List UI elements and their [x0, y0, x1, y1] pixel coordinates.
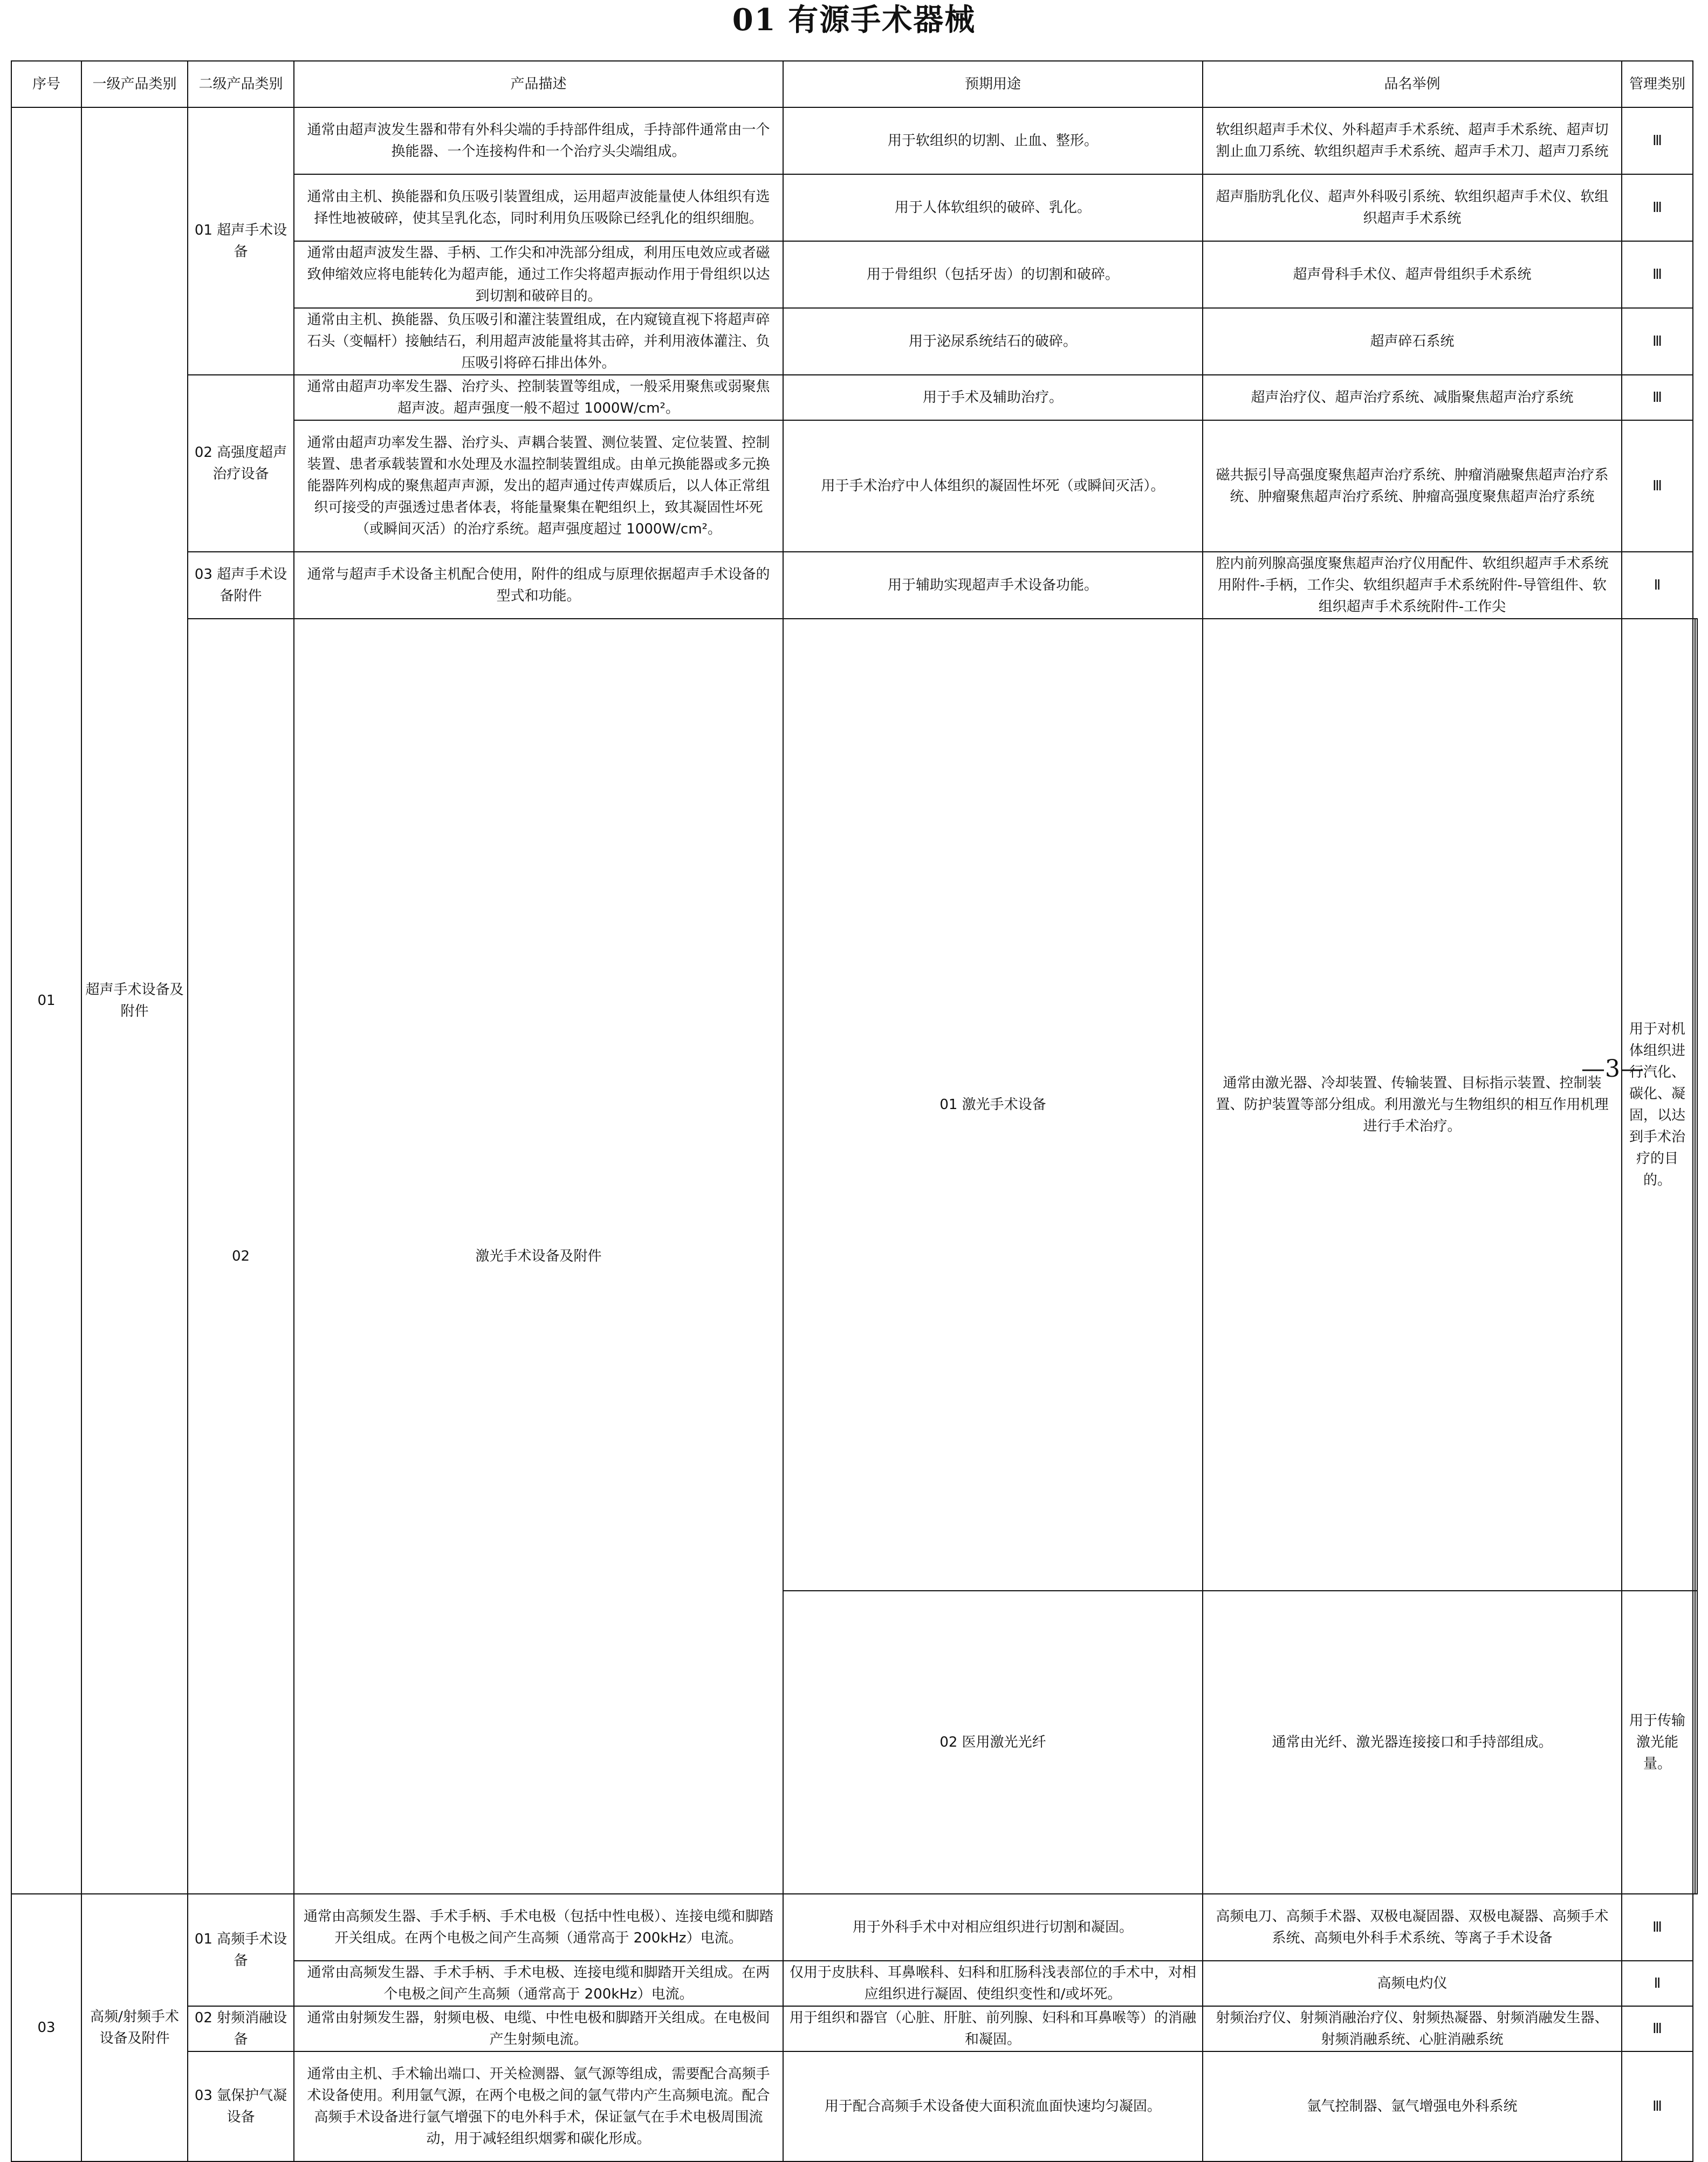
group-seq-cell: 02	[188, 619, 294, 1894]
intended-use-cell: 用于软组织的切割、止血、整形。	[783, 107, 1203, 174]
examples-cell: 超声脂肪乳化仪、超声外科吸引系统、软组织超声手术仪、软组织超声手术系统	[1203, 174, 1622, 241]
examples-cell: 腔内前列腺高强度聚焦超声治疗仪用配件、软组织超声手术系统用附件-手柄，工作尖、软组织超声手术系统附件-导管组件、软组织超声手术系统附件-工作尖	[1203, 552, 1622, 619]
class-cell: Ⅱ	[1622, 552, 1693, 619]
examples-cell: 磁共振引导高强度聚焦超声治疗系统、肿瘤消融聚焦超声治疗系统、肿瘤聚焦超声治疗系统、肿瘤高强度聚焦超声治疗系统	[1203, 420, 1622, 552]
table-row	[11, 552, 1697, 619]
subcategory-cell: 02 医用激光光纤	[783, 1591, 1203, 1894]
table-row	[11, 2051, 1697, 2161]
page-title: 01 有源手术器械	[732, 2, 976, 38]
description-cell: 通常由射频发生器，射频电极、电缆、中性电极和脚踏开关组成。在电极间产生射频电流。	[294, 2006, 783, 2051]
subcategory-cell: 02 射频消融设备	[188, 2006, 294, 2051]
class-cell	[1695, 1591, 1697, 1894]
subcategory-cell: 01 高频手术设备	[188, 1894, 294, 2006]
table-row	[11, 619, 1697, 1591]
intended-use-cell: 用于人体软组织的破碎、乳化。	[783, 174, 1203, 241]
intended-use-cell: 用于手术治疗中人体组织的凝固性坏死（或瞬间灭活）。	[783, 420, 1203, 552]
header-mgmt-class: 管理类别	[1622, 61, 1693, 107]
class-cell: Ⅲ	[1622, 420, 1693, 552]
intended-use-cell: 用于传输激光能量。	[1622, 1591, 1693, 1894]
header-intended-use: 预期用途	[783, 61, 1203, 107]
intended-use-cell: 用于泌尿系统结石的破碎。	[783, 308, 1203, 375]
intended-use-cell: 用于辅助实现超声手术设备功能。	[783, 552, 1203, 619]
description-cell: 通常由光纤、激光器连接接口和手持部组成。	[1203, 1591, 1622, 1894]
intended-use-cell: 用于手术及辅助治疗。	[783, 375, 1203, 420]
description-cell: 通常由高频发生器、手术手柄、手术电极（包括中性电极）、连接电缆和脚踏开关组成。在两个电极之间产生高频（通常高于 200kHz）电流。	[294, 1894, 783, 1961]
description-cell: 通常由激光器、冷却装置、传输装置、目标指示装置、控制装置、防护装置等部分组成。利用激光与生物组织的相互作用机理进行手术治疗。	[1203, 619, 1622, 1591]
examples-cell: 高频电刀、高频手术器、双极电凝固器、双极电凝器、高频手术系统、高频电外科手术系统、等离子手术设备	[1203, 1894, 1622, 1961]
examples-cell: 超声骨科手术仪、超声骨组织手术系统	[1203, 241, 1622, 308]
description-cell: 通常与超声手术设备主机配合使用，附件的组成与原理依据超声手术设备的型式和功能。	[294, 552, 783, 619]
group-seq-cell: 03	[11, 1894, 81, 2161]
class-cell: Ⅲ	[1622, 107, 1693, 174]
intended-use-cell: 用于组织和器官（心脏、肝脏、前列腺、妇科和耳鼻喉等）的消融和凝固。	[783, 2006, 1203, 2051]
page-number: —3—	[1581, 1055, 1644, 1083]
description-cell: 通常由超声波发生器、手柄、工作尖和冲洗部分组成，利用压电效应或者磁致伸缩效应将电能转化为超声能，通过工作尖将超声振动作用于骨组织以达到切割和破碎目的。	[294, 241, 783, 308]
examples-cell: 超声治疗仪、超声治疗系统、减脂聚焦超声治疗系统	[1203, 375, 1622, 420]
header-description: 产品描述	[294, 61, 783, 107]
examples-cell: 高频电灼仪	[1203, 1961, 1622, 2006]
examples-cell: 氩气控制器、氩气增强电外科系统	[1203, 2051, 1622, 2161]
header-level1: 一级产品类别	[81, 61, 188, 107]
group-name-cell: 超声手术设备及附件	[81, 107, 188, 1894]
subcategory-cell: 01 激光手术设备	[783, 619, 1203, 1591]
examples-cell: 软组织超声手术仪、外科超声手术系统、超声手术系统、超声切割止血刀系统、软组织超声手术系统、超声手术刀、超声刀系统	[1203, 107, 1622, 174]
subcategory-cell: 03 超声手术设备附件	[188, 552, 294, 619]
subcategory-cell: 02 高强度超声治疗设备	[188, 375, 294, 552]
intended-use-cell: 用于骨组织（包括牙齿）的切割和破碎。	[783, 241, 1203, 308]
class-cell	[1695, 619, 1697, 1591]
description-cell: 通常由超声功率发生器、治疗头、声耦合装置、测位装置、定位装置、控制装置、患者承载装置和水处理及水温控制装置组成。由单元换能器或多元换能器阵列构成的聚焦超声声源，发出的超声通过传声媒质后，以人体正常组织可接受的声强透过患者体表，将能量聚集在靶组织上，致其凝固性坏死（或瞬间灭活）的治疗系统。超声强度超过 1000W/cm²。	[294, 420, 783, 552]
header-row	[11, 61, 1697, 107]
table-body	[11, 107, 1697, 2161]
description-cell: 通常由超声波发生器和带有外科尖端的手持部件组成，手持部件通常由一个换能器、一个连接构件和一个治疗头尖端组成。	[294, 107, 783, 174]
table-row	[11, 107, 1697, 174]
product-catalog-table	[11, 60, 1698, 2162]
intended-use-cell: 用于配合高频手术设备使大面积流血面快速均匀凝固。	[783, 2051, 1203, 2161]
class-cell: Ⅲ	[1622, 174, 1693, 241]
class-cell: Ⅲ	[1622, 2051, 1693, 2161]
class-cell: Ⅲ	[1622, 308, 1693, 375]
description-cell: 通常由超声功率发生器、治疗头、控制装置等组成，一般采用聚焦或弱聚焦超声波。超声强度一般不超过 1000W/cm²。	[294, 375, 783, 420]
header-seq: 序号	[11, 61, 81, 107]
table-header	[11, 61, 1697, 107]
class-cell: Ⅱ	[1622, 1961, 1693, 2006]
table-row	[11, 375, 1697, 420]
header-level2: 二级产品类别	[188, 61, 294, 107]
group-seq-cell: 01	[11, 107, 81, 1894]
table-row	[11, 1894, 1697, 1961]
group-name-cell: 激光手术设备及附件	[294, 619, 783, 1894]
intended-use-cell: 用于对机体组织进行汽化、碳化、凝固，以达到手术治疗的目的。	[1622, 619, 1693, 1591]
examples-cell: 超声碎石系统	[1203, 308, 1622, 375]
group-name-cell: 高频/射频手术设备及附件	[81, 1894, 188, 2161]
class-cell: Ⅲ	[1622, 2006, 1693, 2051]
table-row	[11, 2006, 1697, 2051]
description-cell: 通常由主机、换能器和负压吸引装置组成，运用超声波能量使人体组织有选择性地被破碎，使其呈乳化态，同时利用负压吸除已经乳化的组织细胞。	[294, 174, 783, 241]
class-cell: Ⅲ	[1622, 375, 1693, 420]
header-examples: 品名举例	[1203, 61, 1622, 107]
intended-use-cell: 仅用于皮肤科、耳鼻喉科、妇科和肛肠科浅表部位的手术中，对相应组织进行凝固、使组织变性和/或坏死。	[783, 1961, 1203, 2006]
description-cell: 通常由主机、换能器、负压吸引和灌注装置组成，在内窥镜直视下将超声碎石头（变幅杆）接触结石，利用超声波能量将其击碎，并利用液体灌注、负压吸引将碎石排出体外。	[294, 308, 783, 375]
description-cell: 通常由高频发生器、手术手柄、手术电极、连接电缆和脚踏开关组成。在两个电极之间产生高频（通常高于 200kHz）电流。	[294, 1961, 783, 2006]
class-cell: Ⅲ	[1622, 1894, 1693, 1961]
class-cell: Ⅲ	[1622, 241, 1693, 308]
subcategory-cell: 03 氩保护气凝设备	[188, 2051, 294, 2161]
subcategory-cell: 01 超声手术设备	[188, 107, 294, 375]
intended-use-cell: 用于外科手术中对相应组织进行切割和凝固。	[783, 1894, 1203, 1961]
examples-cell: 射频治疗仪、射频消融治疗仪、射频热凝器、射频消融发生器、射频消融系统、心脏消融系统	[1203, 2006, 1622, 2051]
description-cell: 通常由主机、手术输出端口、开关检测器、氩气源等组成，需要配合高频手术设备使用。利用氩气源，在两个电极之间的氩气带内产生高频电流。配合高频手术设备进行氩气增强下的电外科手术，保证氩气在手术电极周围流动，用于减轻组织烟雾和碳化形成。	[294, 2051, 783, 2161]
